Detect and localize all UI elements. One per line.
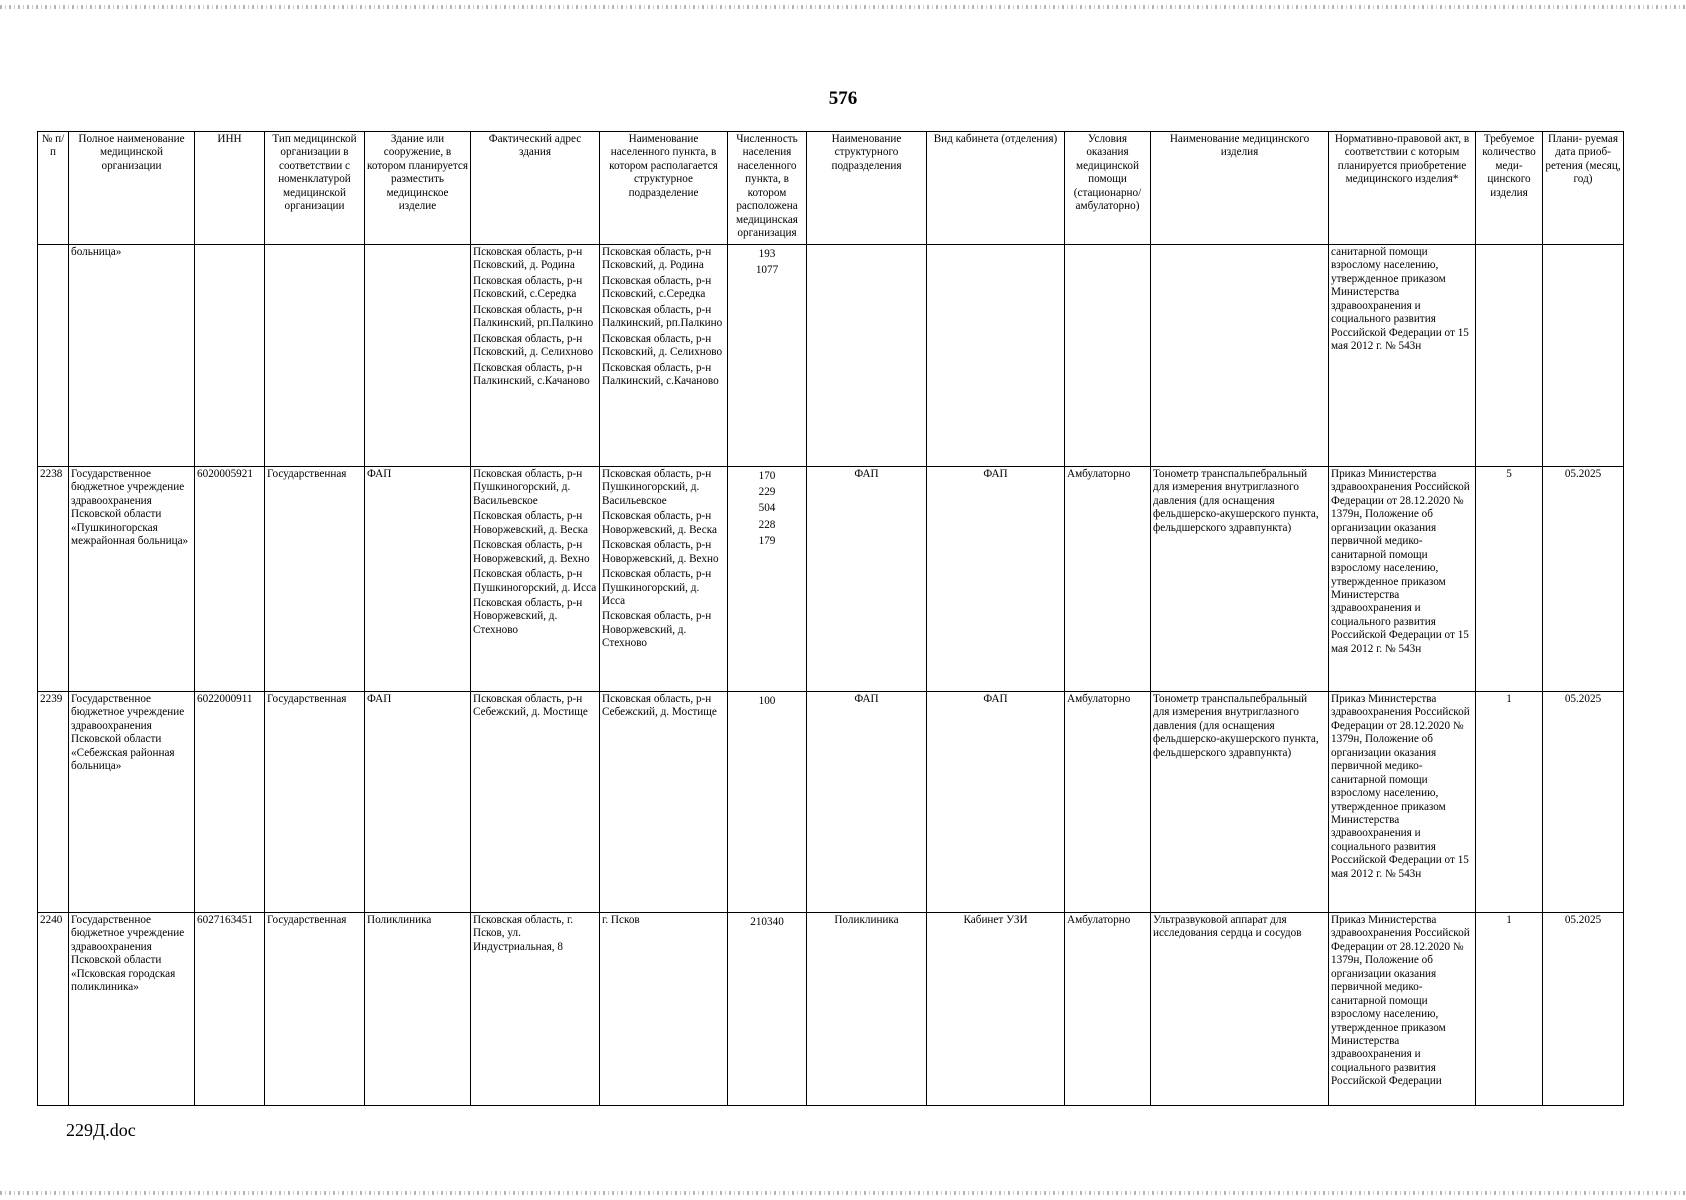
population-value: 193 [758,248,776,260]
locality-entry: г. Псков [602,914,640,926]
cell-population [728,692,807,913]
cell-unit: ФАП [807,692,927,913]
cell-act: Приказ Министерства здравоохранения Российской Федерации от 28.12.2020 № 1379н, Положение об организации оказания первичной медико-санитарной помощи взрослому населению, утвержденное приказом Министерства здравоохранения и социального развития Российской Федерации [1329,913,1476,1106]
locality-entry: Псковская область, р-н Новоржевский, д. Вехно [602,539,719,565]
cell-qty: 1 [1476,913,1543,1106]
cell-cabinet [927,245,1065,467]
population-value: 504 [758,502,776,515]
address-entry: Псковская область, р-н Новоржевский, д. Стехново [473,596,583,636]
locality-entry: Псковская область, р-н Псковский, д. Селихново [602,332,723,359]
locality-entry: Псковская область, р-н Пушкиногорский, д. Исса [602,568,712,607]
table-row [38,913,1624,1106]
cell-date: 05.2025 [1543,467,1624,692]
cell-address [471,467,600,692]
table-row [38,692,1624,913]
cell-population [728,913,807,1106]
cell-population [728,467,807,692]
page-number: 576 [828,88,858,109]
col-header-qty: Требуемое количество меди- цинского изделия [1476,132,1543,245]
cell-num: 2239 [38,692,69,913]
footer-filename: 229Д.doc [66,1120,136,1140]
col-header-inn: ИНН [195,132,265,245]
locality-entry: Псковская область, р-н Себежский, д. Мостище [602,693,717,719]
cell-inn: 6020005921 [195,467,265,692]
locality-entry: Псковская область, р-н Новоржевский, д. Веска [602,510,717,536]
address-entry: Псковская область, р-н Пушкиногорский, д. Исса [473,568,597,594]
table-row [38,245,1624,467]
locality-entry: Псковская область, р-н Псковский, с.Середка [602,274,712,301]
cell-locality [600,467,728,692]
locality-entry: Псковская область, р-н Пушкиногорский, д. Васильевское [602,468,712,507]
col-header-building: Здание или сооружение, в котором планируется разместить медицинское изделие [365,132,471,245]
cell-locality [600,245,728,467]
col-header-act: Нормативно-правовой акт, в соответствии с которым планируется приобретение медицинского изделия* [1329,132,1476,245]
cell-inn: 6027163451 [195,913,265,1106]
cell-qty: 5 [1476,467,1543,692]
cell-device: Тонометр транспальпебральный для измерения внутриглазного давления (для оснащения фельдшерско-акушерского пункта, фельдшерского здравпункта) [1151,692,1329,913]
cell-conditions: Амбулаторно [1065,467,1151,692]
address-entry: Псковская область, г. Псков, ул. Индустриальная, 8 [473,914,574,953]
cell-address [471,245,600,467]
cell-address [471,692,600,913]
address-entry: Псковская область, р-н Псковский, с.Середка [473,274,583,301]
locality-entry: Псковская область, р-н Новоржевский, д. Стехново [602,610,712,650]
cell-cabinet: ФАП [927,692,1065,913]
cell-num: 2238 [38,467,69,692]
cell-act: санитарной помощи взрослому населению, утвержденное приказом Министерства здравоохранения и социального развития Российской Федерации от 15 мая 2012 г. № 543н [1329,245,1476,467]
cell-type [265,245,365,467]
table-header-row [38,132,1624,245]
address-entry: Псковская область, р-н Пушкиногорский, д. Васильевское [473,468,583,507]
population-value: 179 [758,534,776,547]
equipment-table [37,131,1624,1106]
cell-num [38,245,69,467]
col-header-org: Полное наименование медицинской организации [69,132,195,245]
cell-unit: ФАП [807,467,927,692]
cell-locality [600,692,728,913]
cell-date [1543,245,1624,467]
cell-cabinet: ФАП [927,467,1065,692]
locality-entry: Псковская область, р-н Палкинский, с.Качаново [602,361,719,387]
col-header-unit: Наименование структурного подразделения [807,132,927,245]
population-value: 1077 [755,264,779,277]
cell-qty [1476,245,1543,467]
locality-entry: Псковская область, р-н Палкинский, рп.Палкино [602,303,723,330]
cell-org: Государственное бюджетное учреждение здравоохранения Псковской области «Пушкиногорская межрайонная больница» [69,467,195,692]
table-row [38,467,1624,692]
col-header-address: Фактический адрес здания [471,132,600,245]
scan-edge-bottom [0,1191,1686,1195]
col-header-num: № п/п [38,132,69,245]
cell-locality [600,913,728,1106]
col-header-date: Плани- руемая дата приоб- ретения (месяц, год) [1543,132,1624,245]
cell-unit: Поликлиника [807,913,927,1106]
cell-date: 05.2025 [1543,692,1624,913]
population-value: 170 [758,470,776,482]
cell-qty: 1 [1476,692,1543,913]
address-entry: Псковская область, р-н Псковский, д. Селихново [473,332,594,359]
col-header-locality: Наименование населенного пункта, в котором располагается структурное подразделение [600,132,728,245]
cell-device [1151,245,1329,467]
col-header-conditions: Условия оказания медицинской помощи (стационарно/ амбулаторно) [1065,132,1151,245]
col-header-cabinet: Вид кабинета (отделения) [927,132,1065,245]
cell-building: ФАП [365,692,471,913]
locality-entry: Псковская область, р-н Псковский, д. Родина [602,246,712,272]
cell-act: Приказ Министерства здравоохранения Российской Федерации от 28.12.2020 № 1379н, Положение об организации оказания первичной медико-санитарной помощи взрослому населению, утвержденное приказом Министерства здравоохранения и социального развития Российской Федерации от 15 мая 2012 г. № 543н [1329,692,1476,913]
cell-type: Государственная [265,692,365,913]
cell-type: Государственная [265,467,365,692]
cell-conditions: Амбулаторно [1065,913,1151,1106]
address-entry: Псковская область, р-н Палкинский, рп.Палкино [473,303,594,330]
cell-device: Ультразвуковой аппарат для исследования сердца и сосудов [1151,913,1329,1106]
population-value: 100 [758,695,776,707]
cell-type: Государственная [265,913,365,1106]
cell-building: ФАП [365,467,471,692]
address-entry: Псковская область, р-н Палкинский, с.Качаново [473,361,590,387]
cell-conditions: Амбулаторно [1065,692,1151,913]
population-value: 229 [758,486,776,499]
address-entry: Псковская область, р-н Себежский, д. Мостище [473,693,588,719]
cell-inn: 6022000911 [195,692,265,913]
cell-date: 05.2025 [1543,913,1624,1106]
col-header-type: Тип медицинской организации в соответствии с номенклатурой медицинской организации [265,132,365,245]
cell-building [365,245,471,467]
address-entry: Псковская область, р-н Новоржевский, д. Вехно [473,539,590,565]
address-entry: Псковская область, р-н Псковский, д. Родина [473,246,583,272]
population-value: 210340 [750,916,784,928]
population-value: 228 [758,518,776,531]
col-header-device: Наименование медицинского изделия [1151,132,1329,245]
cell-population [728,245,807,467]
col-header-population: Численность населения населенного пункта, в котором расположена медицинская организация [728,132,807,245]
cell-inn [195,245,265,467]
cell-conditions [1065,245,1151,467]
scan-edge-top [0,5,1686,9]
cell-address [471,913,600,1106]
cell-building: Поликлиника [365,913,471,1106]
cell-cabinet: Кабинет УЗИ [927,913,1065,1106]
cell-org: больница» [69,245,195,467]
cell-num: 2240 [38,913,69,1106]
cell-act: Приказ Министерства здравоохранения Российской Федерации от 28.12.2020 № 1379н, Положение об организации оказания первичной медико-санитарной помощи взрослому населению, утвержденное приказом Министерства здравоохранения и социального развития Российской Федерации от 15 мая 2012 г. № 543н [1329,467,1476,692]
address-entry: Псковская область, р-н Новоржевский, д. Веска [473,510,588,536]
cell-device: Тонометр транспальпебральный для измерения внутриглазного давления (для оснащения фельдшерско-акушерского пункта, фельдшерского здравпункта) [1151,467,1329,692]
cell-org: Государственное бюджетное учреждение здравоохранения Псковской области «Себежская районная больница» [69,692,195,913]
cell-org: Государственное бюджетное учреждение здравоохранения Псковской области «Псковская городская поликлиника» [69,913,195,1106]
cell-unit [807,245,927,467]
